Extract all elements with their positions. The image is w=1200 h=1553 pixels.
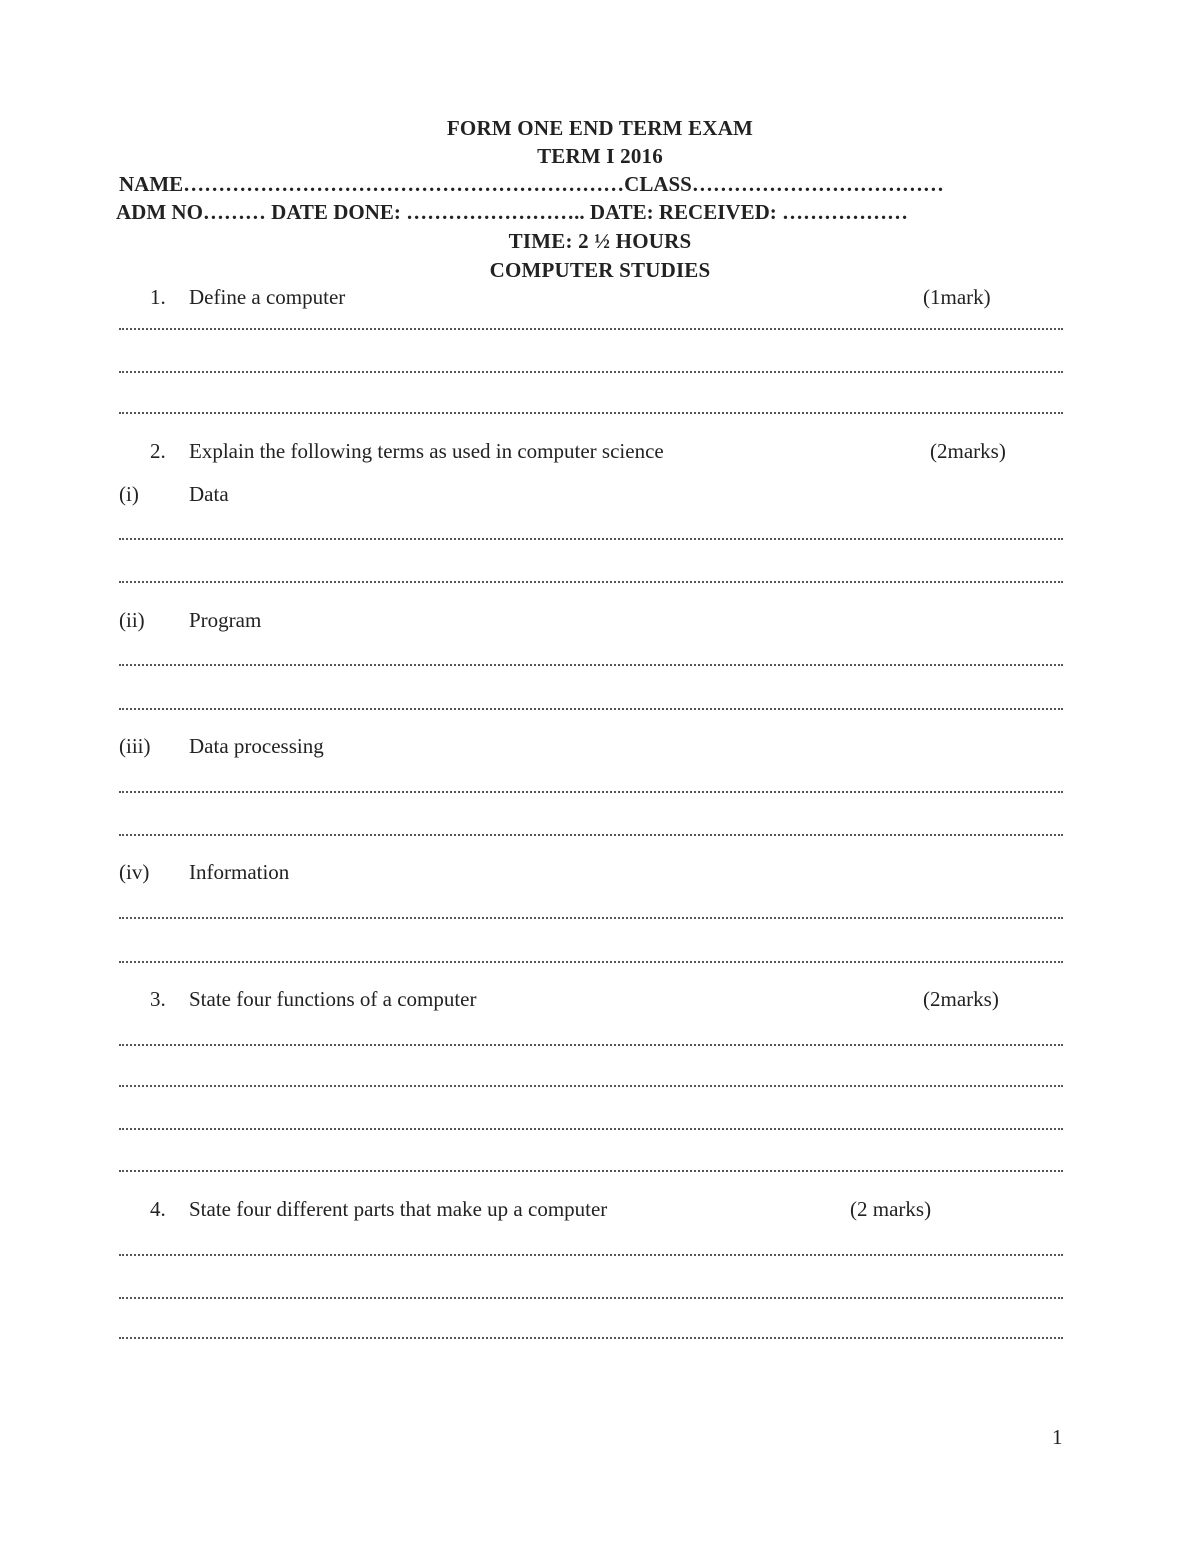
question-marks: (2 marks) (850, 1197, 932, 1221)
answer-line[interactable] (119, 1254, 1063, 1256)
answer-line[interactable] (119, 412, 1063, 414)
answer-line[interactable] (119, 791, 1063, 793)
question-number: 1. (150, 285, 166, 309)
subpart-text: Data (189, 482, 229, 506)
page-number: 1 (1052, 1425, 1063, 1449)
exam-term: TERM I 2016 (537, 144, 663, 168)
subpart-label: (ii) (119, 608, 145, 632)
answer-line[interactable] (119, 328, 1063, 330)
question-number: 3. (150, 987, 166, 1011)
answer-line[interactable] (119, 1044, 1063, 1046)
question-number: 4. (150, 1197, 166, 1221)
question-marks: (2marks) (930, 439, 1006, 463)
answer-line[interactable] (119, 1128, 1063, 1130)
answer-line[interactable] (119, 581, 1063, 583)
answer-line[interactable] (119, 708, 1063, 710)
question-text: State four different parts that make up a computer (189, 1197, 608, 1221)
answer-line[interactable] (119, 371, 1063, 373)
question-marks: (2marks) (923, 987, 999, 1011)
adm-date-line: ADM NO……… DATE DONE: …………………….. DATE: RECEIVED: ……………… (116, 200, 908, 224)
answer-line[interactable] (119, 664, 1063, 666)
answer-line[interactable] (119, 538, 1063, 540)
subpart-label: (i) (119, 482, 139, 506)
subpart-label: (iii) (119, 734, 151, 758)
exam-time: TIME: 2 ½ HOURS (508, 229, 692, 253)
answer-line[interactable] (119, 834, 1063, 836)
answer-line[interactable] (119, 1085, 1063, 1087)
exam-subject: COMPUTER STUDIES (489, 258, 711, 282)
subpart-text: Program (189, 608, 262, 632)
answer-line[interactable] (119, 1170, 1063, 1172)
answer-line[interactable] (119, 1337, 1063, 1339)
question-number: 2. (150, 439, 166, 463)
answer-line[interactable] (119, 961, 1063, 963)
subpart-label: (iv) (119, 860, 150, 884)
answer-line[interactable] (119, 917, 1063, 919)
question-text: Explain the following terms as used in computer science (189, 439, 664, 463)
subpart-text: Data processing (189, 734, 324, 758)
name-class-line: NAME………………………………………………………CLASS……………………………… (119, 172, 944, 196)
question-text: State four functions of a computer (189, 987, 477, 1011)
question-text: Define a computer (189, 285, 346, 309)
subpart-text: Information (189, 860, 290, 884)
answer-line[interactable] (119, 1297, 1063, 1299)
question-marks: (1mark) (923, 285, 991, 309)
exam-title: FORM ONE END TERM EXAM (446, 116, 754, 140)
